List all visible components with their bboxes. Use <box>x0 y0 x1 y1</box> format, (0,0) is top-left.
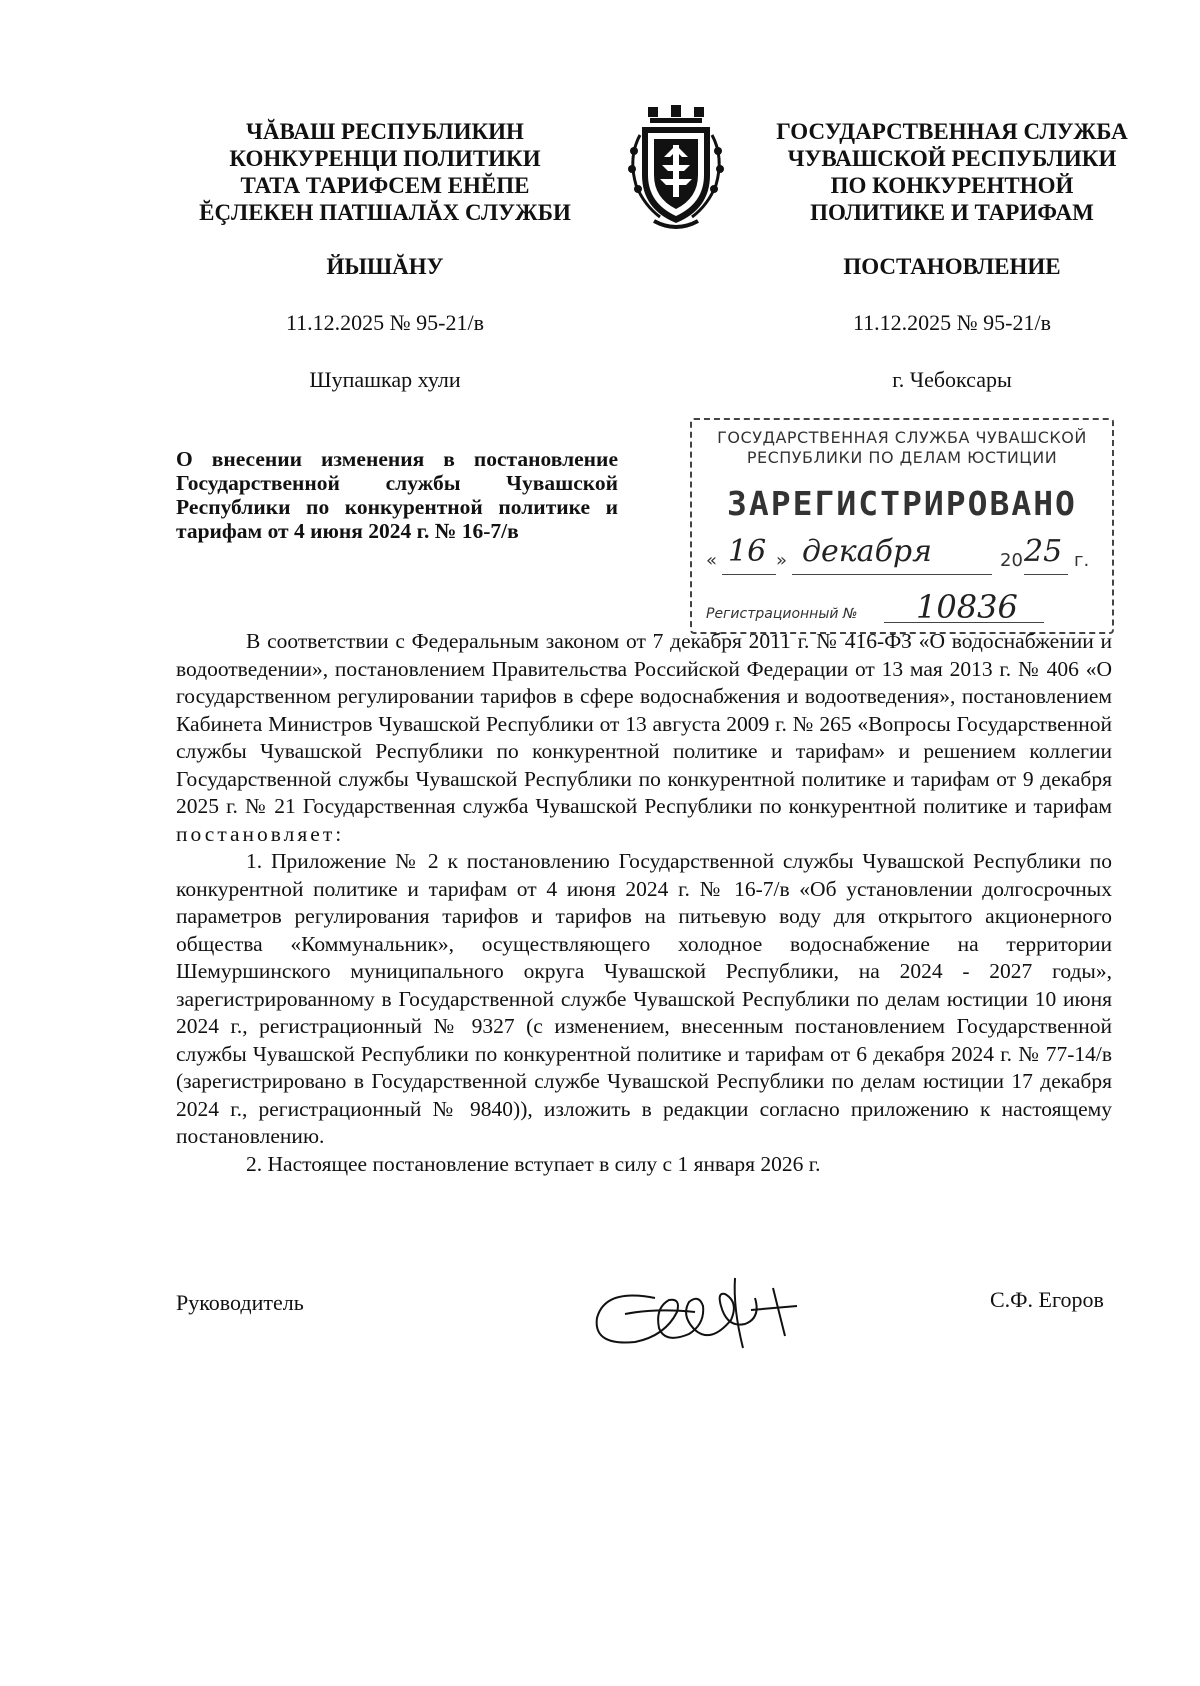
city-russian: г. Чебоксары <box>892 367 1012 392</box>
handwritten-signature <box>585 1258 805 1358</box>
stamp-org-line: ГОСУДАРСТВЕННАЯ СЛУЖБА ЧУВАШСКОЙ <box>717 428 1087 447</box>
stamp-year-unit: г. <box>1074 550 1090 571</box>
document-subject: О внесении изменения в постановление Государственной службы Чувашской Республики по конкурентной политике и тарифам от 4 июня 2024 г. № 16-7/в <box>176 447 618 543</box>
body-intro-verb: постановляет <box>176 821 336 846</box>
stamp-org-line: РЕСПУБЛИКИ ПО ДЕЛАМ ЮСТИЦИИ <box>746 448 1058 467</box>
stamp-reg-label: Регистрационный № <box>706 606 858 622</box>
body-intro-paragraph <box>176 628 1112 848</box>
stamp-registration <box>706 588 1106 626</box>
stamp-status: ЗАРЕГИСТРИРОВАНО <box>727 484 1077 523</box>
registration-stamp <box>690 418 1114 634</box>
body-intro-end: : <box>335 821 342 846</box>
header-russian-line: ЧУВАШСКОЙ РЕСПУБЛИКИ <box>787 146 1117 171</box>
signatory-name: С.Ф. Егоров <box>990 1287 1104 1312</box>
header-chuvash-line: КОНКУРЕНЦИ ПОЛИТИКИ <box>229 146 541 171</box>
header-chuvash <box>175 118 595 226</box>
header-russian-line: ПО КОНКУРЕНТНОЙ <box>830 173 1074 198</box>
body-item-1: 1. Приложение № 2 к постановлению Государственной службы Чувашской Республики по конкурентной политике и тарифам от 4 июня 2024 г. № 16-7/в «Об установлении долгосрочных параметров регулирования тарифов и тарифов на питьевую воду для открытого акционерного общества «Коммунальник», осуществляющего холодное водоснабжение на территории Шемуршинского муниципального округа Чувашской Республики, на 2024 - 2027 годы», зарегистрированному в Государственной службе Чувашской Республики по делам юстиции 10 июня 2024 г., регистрационный № 9327 (с изменением, внесенным постановлением Государственной службы Чувашской Республики по конкурентной политике и тарифам от 6 декабря 2024 г. № 77-14/в (зарегистрировано в Государственной службе Чувашской Республики по делам юстиции 17 декабря 2024 г., регистрационный № 9840)), изложить в редакции согласно приложению к настоящему постановлению. <box>176 849 1112 1148</box>
stamp-year-prefix: 20 <box>1000 550 1023 571</box>
stamp-close-quote: » <box>776 550 788 571</box>
stamp-day: 16 <box>728 534 767 569</box>
header-chuvash-line: ĔÇЛЕКЕН ПАТШАЛĂХ СЛУЖБИ <box>199 200 571 225</box>
header-russian-line: ГОСУДАРСТВЕННАЯ СЛУЖБА <box>776 119 1128 144</box>
doc-type-russian: ПОСТАНОВЛЕНИЕ <box>843 254 1061 279</box>
body-item-2: 2. Настоящее постановление вступает в силу с 1 января 2026 г. <box>246 1151 821 1176</box>
stamp-month: декабря <box>802 534 932 569</box>
doc-type-chuvash: ЙЫШĂНУ <box>326 254 444 279</box>
document-body <box>176 628 1112 1178</box>
city-chuvash: Шупашкар хули <box>309 367 461 392</box>
header-chuvash-line: ТАТА ТАРИФСЕМ ЕНĔПЕ <box>240 173 530 198</box>
doc-number-russian: 11.12.2025 № 95-21/в <box>853 310 1051 335</box>
stamp-year-suffix: 25 <box>1024 534 1063 569</box>
stamp-reg-number: 10836 <box>916 588 1018 626</box>
header-chuvash-line: ЧĂВАШ РЕСПУБЛИКИН <box>246 119 524 144</box>
stamp-organization <box>692 428 1112 468</box>
body-intro: В соответствии с Федеральным законом от 7 декабря 2011 г. № 416-ФЗ «О водоснабжении и водоотведении», постановлением Правительства Российской Федерации от 13 мая 2013 г. № 406 «О государственном регулировании тарифов в сфере водоснабжения и водоотведения», постановлением Кабинета Министров Чувашской Республики от 13 августа 2009 г. № 265 «Вопросы Государственной службы Чувашской Республики по конкурентной политике и тарифам» и решением коллегии Государственной службы Чувашской Республики по конкурентной политике и тарифам от 9 декабря 2025 г. № 21 Государственная служба Чувашской Республики по конкурентной политике и тарифам <box>176 629 1112 818</box>
chuvash-emblem-icon <box>626 105 726 233</box>
stamp-open-quote: « <box>706 550 718 571</box>
doc-number-chuvash: 11.12.2025 № 95-21/в <box>286 310 484 335</box>
header-russian-line: ПОЛИТИКЕ И ТАРИФАМ <box>810 200 1094 225</box>
signatory-title: Руководитель <box>176 1290 304 1315</box>
header-russian <box>752 118 1152 226</box>
stamp-date <box>706 534 1106 578</box>
